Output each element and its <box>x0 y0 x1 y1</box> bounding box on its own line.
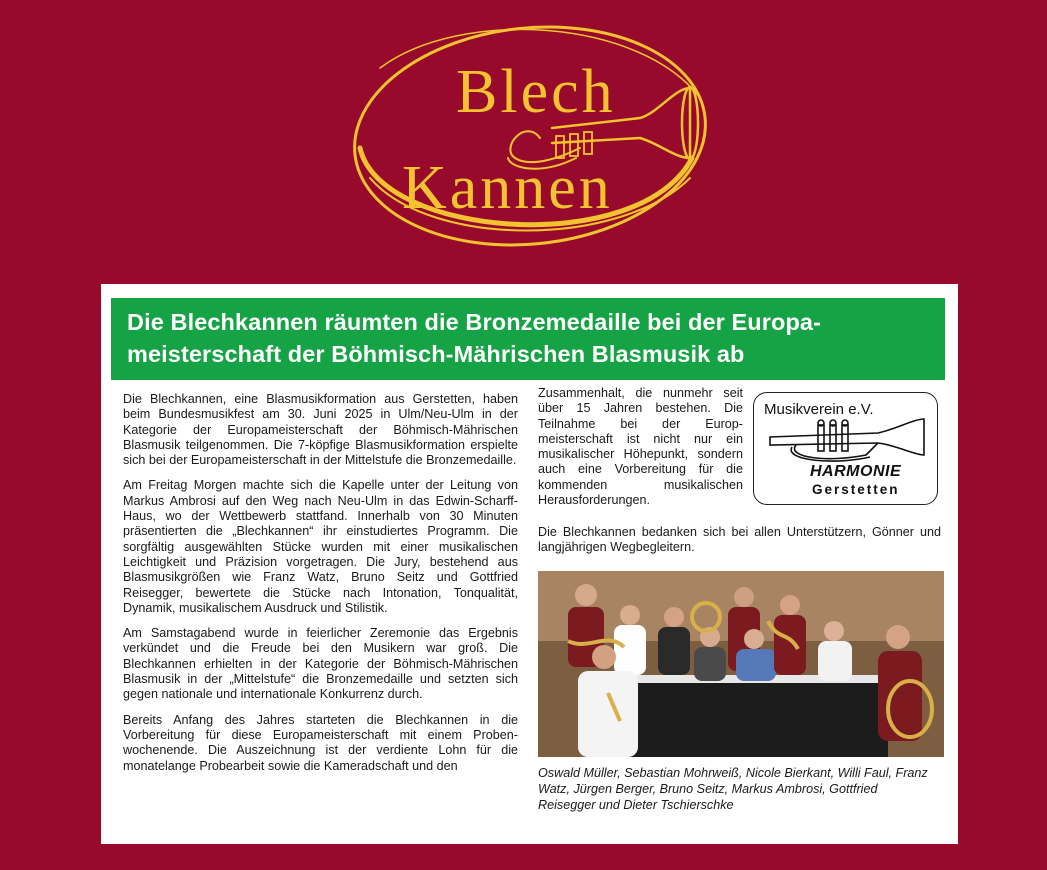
article-left-column <box>123 392 518 784</box>
article-paragraph: Bereits Anfang des Jahres starteten die Blechkannen in die Vorbereitung für diese Europameisterschaft mit einem Probenwochenende. Die Auszeichnung ist der verdiente Lohn für die monatelange Probearbeit sowie die Kameradschaft und den <box>123 712 518 773</box>
blechkannen-logo <box>340 8 720 266</box>
musikverein-emblem <box>753 392 938 505</box>
photo-caption: Oswald Müller, Sebastian Mohrweiß, Nicole Bierkant, Willi Faul, Franz Watz, Jürgen Berger, Bruno Seitz, Markus Ambrosi, Gottfried Reisegger und Dieter Tschierschke <box>538 766 928 812</box>
emblem-place: Gerstetten <box>812 482 900 497</box>
article-card <box>101 284 958 844</box>
article-paragraph: Am Samstagabend wurde in feierlicher Zeremonie das Ergebnis verkündet und die Freude bei den Musikern war groß. Die Blechkannen erhielten in der Kategorie der Böhmisch-Mährischen Blasmusik in der „Mittelstufe“ die Bronzemedaille und setzten sich gegen nationale und internationale Konkurrenz durch. <box>123 626 518 702</box>
article-right-text-top: Zusammenhalt, die nunmehr seit über 15 Jahren bestehen. Die Teilnahme bei der Europmeisterschaft ist nicht nur ein musikalischer Höhepunkt, sondern auch eine Vorbereitung für die kommenden musikalischen Herausforderungen. <box>538 386 743 508</box>
group-photo <box>538 571 944 757</box>
headline-banner <box>111 298 945 380</box>
emblem-name: HARMONIE <box>810 463 902 480</box>
article-right-text-thanks: Die Blechkannen bedanken sich bei allen Unterstützern, Gönner und langjährigen Wegbegleitern. <box>538 525 941 555</box>
article-paragraph: Am Freitag Morgen machte sich die Kapelle unter der Leitung von Markus Ambrosi auf den Weg nach Neu-Ulm in das Edwin-Scharff-Haus, wo der Wettbewerb stattfand. Innerhalb von 30 Minuten präsentierten die „Blechkannen“ ihr einstudiertes Programm. Die sorgfältig ausgewählten Stücke wurden mit einer musikalischen Leichtigkeit und Präzision vorgetragen. Die Jury, bestehend aus Blasmusikgrößen wie Franz Watz, Bruno Seitz und Gottfried Reisegger, bewertete die Stücke nach Intonation, Tonqualität, Dynamik, musikalischem Ausdruck und Stilistik. <box>123 478 518 615</box>
trumpet-icon <box>766 417 928 467</box>
article-headline: Die Blechkannen räumten die Bronzemedaille bei der Europameisterschaft der Böhmisch-Mährischen Blasmusik ab <box>127 309 821 367</box>
logo-text-blech: Blech <box>456 58 616 126</box>
article-paragraph: Die Blechkannen, eine Blasmusikformation aus Gerstetten, haben beim Bundesmusikfest am 30. Juni 2025 in Ulm/Neu-Ulm in der Kategorie der Europameisterschaft der Böhmisch-Mährischen Blasmusik teilgenommen. Die 7-köpfige Blasmusikformation erspielte sich bei der Europameisterschaft in der Mittelstufe die Bronzemedaille. <box>123 392 518 468</box>
logo-text-kannen: Kannen <box>402 154 613 222</box>
emblem-title: Musikverein e.V. <box>764 401 874 418</box>
